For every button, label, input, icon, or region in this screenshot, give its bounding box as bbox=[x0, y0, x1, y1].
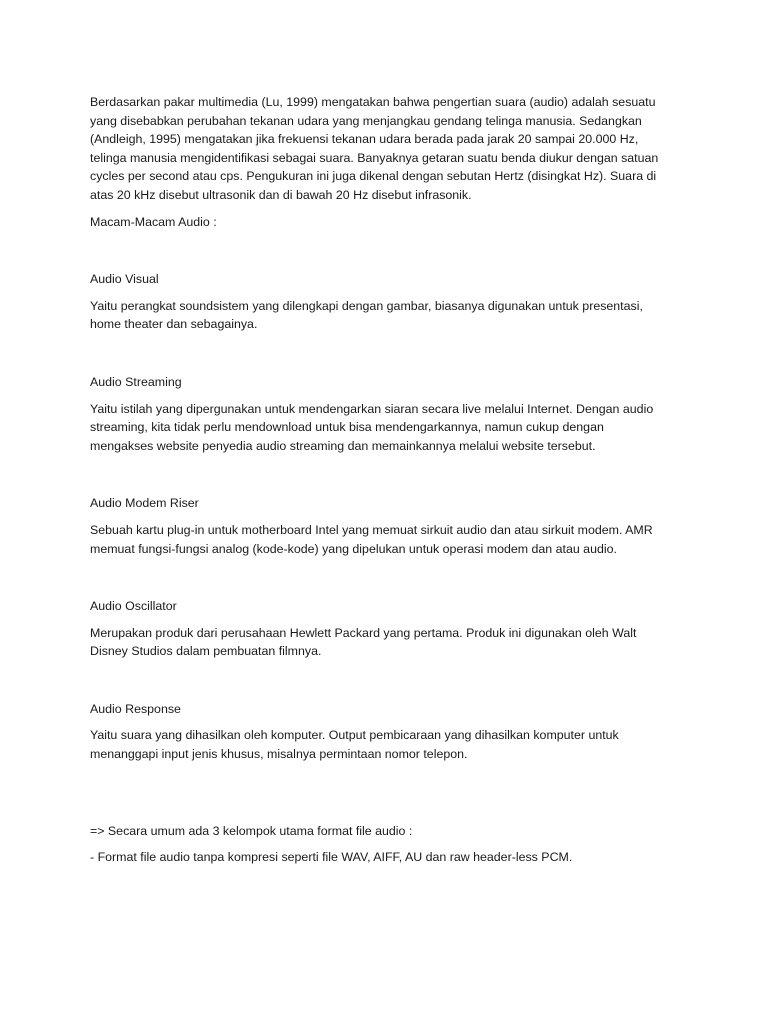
section-line: Yaitu perangkat soundsistem yang dilengkapi dengan gambar, biasanya digunakan untuk presentasi, bbox=[90, 298, 643, 313]
section-heading-audio-response: Audio Response bbox=[90, 701, 181, 716]
section-line: home theater dan sebagainya. bbox=[90, 317, 258, 332]
format-intro: => Secara umum ada 3 kelompok utama format file audio : bbox=[90, 823, 413, 838]
intro-line: (Andleigh, 1995) mengatakan jika frekuensi tekanan udara berada pada jarak 20 sampai 20.000 Hz, bbox=[90, 132, 639, 147]
intro-line: atas 20 kHz disebut ultrasonik dan di bawah 20 Hz disebut infrasonik. bbox=[90, 187, 472, 202]
intro-line: telinga manusia mengidentifikasi sebagai suara. Banyaknya getaran suatu benda diukur dengan satuan bbox=[90, 150, 659, 165]
section-heading-audio-modem-riser: Audio Modem Riser bbox=[90, 496, 199, 511]
section-body-audio-visual bbox=[90, 297, 690, 334]
section-heading-audio-visual: Audio Visual bbox=[90, 272, 159, 287]
section-line: streaming, kita tidak perlu mendownload untuk bisa mendengarkannya, namun cukup dengan bbox=[90, 420, 604, 435]
section-heading-audio-streaming: Audio Streaming bbox=[90, 374, 182, 389]
section-line: mengakses website penyedia audio streaming dan memainkannya melalui website tersebut. bbox=[90, 438, 596, 453]
intro-line: Berdasarkan pakar multimedia (Lu, 1999) mengatakan bahwa pengertian suara (audio) adalah sesuatu bbox=[90, 95, 656, 109]
section-body-audio-oscillator bbox=[90, 624, 690, 661]
intro-line: cycles per second atau cps. Pengukuran ini juga dikenal dengan sebutan Hertz (disingkat Hz). Suara di bbox=[90, 169, 657, 184]
list-title: Macam-Macam Audio : bbox=[90, 214, 217, 229]
section-line: Yaitu istilah yang dipergunakan untuk mendengarkan siaran secara live melalui Internet. Dengan audio bbox=[90, 401, 654, 416]
section-line: Sebuah kartu plug-in untuk motherboard Intel yang memuat sirkuit audio dan atau sirkuit modem. AMR bbox=[90, 522, 653, 537]
section-heading-audio-oscillator: Audio Oscillator bbox=[90, 599, 177, 614]
section-line: Yaitu suara yang dihasilkan oleh komputer. Output pembicaraan yang dihasilkan komputer untuk bbox=[90, 728, 619, 743]
format-list-item: - Format file audio tanpa kompresi seperti file WAV, AIFF, AU dan raw header-less PCM. bbox=[90, 850, 573, 865]
section-body-audio-modem-riser bbox=[90, 521, 690, 558]
section-line: Disney Studios dalam pembuatan filmnya. bbox=[90, 644, 322, 659]
section-body-audio-response bbox=[90, 726, 690, 763]
intro-line: yang disebabkan perubahan tekanan udara yang menjangkau gendang telinga manusia. Sedangkan bbox=[90, 113, 642, 128]
section-line: menanggapi input jenis khusus, misalnya permintaan nomor telepon. bbox=[90, 747, 468, 762]
section-line: Merupakan produk dari perusahaan Hewlett Packard yang pertama. Produk ini digunakan oleh Walt bbox=[90, 625, 637, 640]
section-body-audio-streaming bbox=[90, 400, 690, 456]
section-line: memuat fungsi-fungsi analog (kode-kode) yang dipelukan untuk operasi modem dan atau audio. bbox=[90, 541, 617, 556]
document-body bbox=[90, 93, 690, 867]
intro-paragraph bbox=[90, 93, 690, 205]
